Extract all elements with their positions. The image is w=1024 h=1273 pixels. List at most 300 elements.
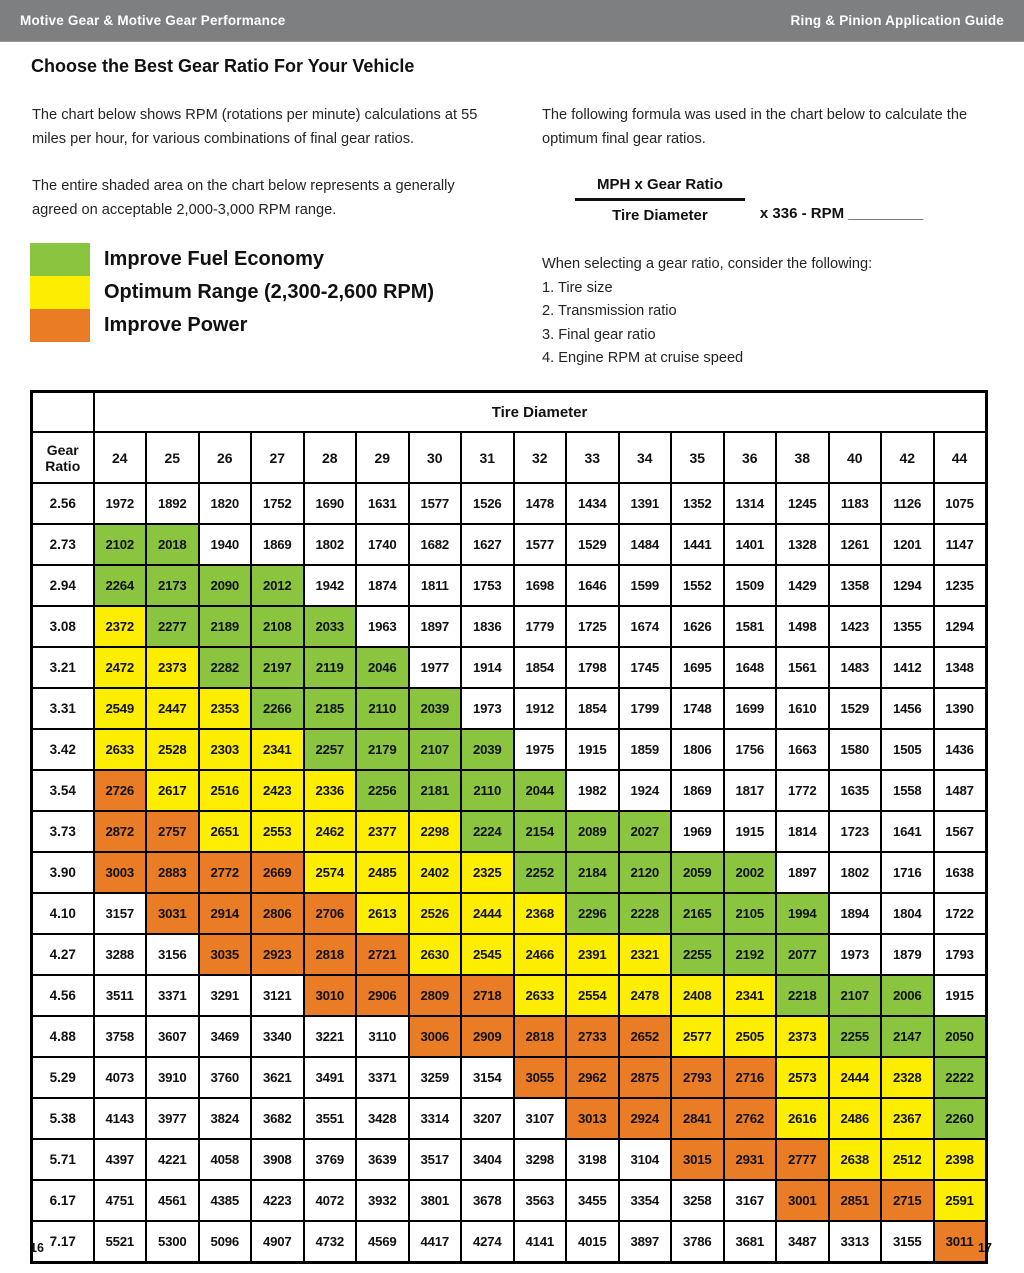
rpm-cell: 3404 — [461, 1139, 514, 1180]
page-title: Choose the Best Gear Ratio For Your Vehicle — [31, 56, 415, 76]
rpm-cell: 4751 — [94, 1180, 147, 1221]
rpm-cell: 3156 — [146, 934, 199, 975]
rpm-cell: 2466 — [514, 934, 567, 975]
rpm-cell: 2197 — [251, 647, 304, 688]
rpm-cell: 1577 — [514, 524, 567, 565]
rpm-cell: 3035 — [199, 934, 252, 975]
rpm-cell: 2733 — [566, 1016, 619, 1057]
table-row — [32, 647, 987, 688]
rpm-cell: 1854 — [514, 647, 567, 688]
rpm-cell: 4143 — [94, 1098, 147, 1139]
rpm-cell: 2255 — [671, 934, 724, 975]
rpm-cell: 2039 — [409, 688, 462, 729]
formula-intro-paragraph: The following formula was used in the chart below to calculate the optimum final gear ratios. — [542, 107, 968, 147]
table-row — [32, 524, 987, 565]
rpm-cell: 2478 — [619, 975, 672, 1016]
rpm-cell: 1722 — [934, 893, 987, 934]
rpm-cell: 3198 — [566, 1139, 619, 1180]
rpm-cell: 2398 — [934, 1139, 987, 1180]
gear-ratio-cell: 7.17 — [32, 1221, 94, 1263]
rpm-cell: 1942 — [304, 565, 357, 606]
rpm-cell: 1294 — [934, 606, 987, 647]
formula-fraction — [575, 176, 745, 224]
rpm-cell: 2165 — [671, 893, 724, 934]
rpm-cell: 2924 — [619, 1098, 672, 1139]
rpm-cell: 2218 — [776, 975, 829, 1016]
rpm-cell: 2777 — [776, 1139, 829, 1180]
page-number-left: 16 — [30, 1241, 44, 1255]
rpm-cell: 1793 — [934, 934, 987, 975]
rpm-cell: 2718 — [461, 975, 514, 1016]
rpm-cell: 1201 — [881, 524, 934, 565]
rpm-cell: 2154 — [514, 811, 567, 852]
rpm-cell: 2528 — [146, 729, 199, 770]
rpm-cell: 2726 — [94, 770, 147, 811]
rpm-cell: 1914 — [461, 647, 514, 688]
rpm-cell: 5300 — [146, 1221, 199, 1263]
rpm-cell: 1314 — [724, 483, 777, 524]
consideration-item: 3. Final gear ratio — [542, 326, 656, 343]
rpm-cell: 1358 — [829, 565, 882, 606]
rpm-cell: 3055 — [514, 1057, 567, 1098]
rpm-cell: 3678 — [461, 1180, 514, 1221]
rpm-cell: 3491 — [304, 1057, 357, 1098]
rpm-cell: 1674 — [619, 606, 672, 647]
rpm-table — [30, 390, 988, 1264]
rpm-cell: 2652 — [619, 1016, 672, 1057]
rpm-cell: 3010 — [304, 975, 357, 1016]
rpm-cell: 3155 — [881, 1221, 934, 1263]
rpm-cell: 3932 — [356, 1180, 409, 1221]
rpm-cell: 2485 — [356, 852, 409, 893]
gear-ratio-cell: 2.94 — [32, 565, 94, 606]
rpm-cell: 3107 — [514, 1098, 567, 1139]
rpm-cell: 3681 — [724, 1221, 777, 1263]
rpm-cell: 1648 — [724, 647, 777, 688]
rpm-cell: 1690 — [304, 483, 357, 524]
rpm-cell: 2107 — [829, 975, 882, 1016]
rpm-cell: 2002 — [724, 852, 777, 893]
rpm-cell: 2545 — [461, 934, 514, 975]
tire-size-header: 28 — [304, 432, 357, 483]
legend — [30, 243, 434, 342]
rpm-cell: 2651 — [199, 811, 252, 852]
rpm-cell: 1627 — [461, 524, 514, 565]
rpm-cell: 2119 — [304, 647, 357, 688]
rpm-cell: 3003 — [94, 852, 147, 893]
rpm-cell: 1745 — [619, 647, 672, 688]
rpm-cell: 3011 — [934, 1221, 987, 1263]
formula-numerator: MPH x Gear Ratio — [575, 176, 745, 201]
rpm-cell: 1854 — [566, 688, 619, 729]
rpm-cell: 2059 — [671, 852, 724, 893]
rpm-cell: 3313 — [829, 1221, 882, 1263]
rpm-cell: 2179 — [356, 729, 409, 770]
tire-size-header: 42 — [881, 432, 934, 483]
rpm-cell: 2818 — [304, 934, 357, 975]
rpm-cell: 2367 — [881, 1098, 934, 1139]
rpm-cell: 1804 — [881, 893, 934, 934]
rpm-cell: 2255 — [829, 1016, 882, 1057]
rpm-cell: 1814 — [776, 811, 829, 852]
rpm-cell: 2875 — [619, 1057, 672, 1098]
rpm-cell: 3910 — [146, 1057, 199, 1098]
rpm-cell: 5096 — [199, 1221, 252, 1263]
rpm-cell: 1626 — [671, 606, 724, 647]
consideration-item: 1. Tire size — [542, 279, 613, 296]
rpm-cell: 2716 — [724, 1057, 777, 1098]
rpm-cell: 2107 — [409, 729, 462, 770]
rpm-cell: 1484 — [619, 524, 672, 565]
header-right-title: Ring & Pinion Application Guide — [790, 13, 1004, 28]
rpm-cell: 2108 — [251, 606, 304, 647]
table-row — [32, 852, 987, 893]
rpm-cell: 1753 — [461, 565, 514, 606]
rpm-cell: 1716 — [881, 852, 934, 893]
rpm-cell: 4397 — [94, 1139, 147, 1180]
gear-ratio-cell: 3.08 — [32, 606, 94, 647]
rpm-cell: 2516 — [199, 770, 252, 811]
rpm-cell: 2222 — [934, 1057, 987, 1098]
rpm-cell: 3154 — [461, 1057, 514, 1098]
rpm-cell: 1498 — [776, 606, 829, 647]
rpm-cell: 1811 — [409, 565, 462, 606]
rpm-cell: 2372 — [94, 606, 147, 647]
rpm-cell: 1802 — [304, 524, 357, 565]
rpm-cell: 2806 — [251, 893, 304, 934]
legend-label: Improve Fuel Economy — [104, 248, 325, 270]
rpm-cell: 2772 — [199, 852, 252, 893]
rpm-cell: 1126 — [881, 483, 934, 524]
rpm-cell: 1725 — [566, 606, 619, 647]
rpm-cell: 1441 — [671, 524, 724, 565]
rpm-cell: 1695 — [671, 647, 724, 688]
table-row — [32, 483, 987, 524]
rpm-cell: 1529 — [566, 524, 619, 565]
rpm-cell: 2266 — [251, 688, 304, 729]
rpm-cell: 2341 — [724, 975, 777, 1016]
rpm-cell: 2444 — [829, 1057, 882, 1098]
legend-color-swatch — [30, 243, 90, 276]
tire-size-header: 26 — [199, 432, 252, 483]
rpm-cell: 2841 — [671, 1098, 724, 1139]
rpm-cell: 1509 — [724, 565, 777, 606]
legend-label: Optimum Range (2,300-2,600 RPM) — [104, 281, 435, 303]
rpm-cell: 1869 — [251, 524, 304, 565]
rpm-cell: 1391 — [619, 483, 672, 524]
rpm-cell: 3455 — [566, 1180, 619, 1221]
gear-ratio-cell: 3.73 — [32, 811, 94, 852]
rpm-cell: 3354 — [619, 1180, 672, 1221]
rpm-cell: 2793 — [671, 1057, 724, 1098]
rpm-cell: 3110 — [356, 1016, 409, 1057]
rpm-cell: 1802 — [829, 852, 882, 893]
rpm-cell: 4141 — [514, 1221, 567, 1263]
rpm-cell: 4073 — [94, 1057, 147, 1098]
rpm-cell: 1869 — [671, 770, 724, 811]
rpm-cell: 2616 — [776, 1098, 829, 1139]
rpm-cell: 2512 — [881, 1139, 934, 1180]
intro-paragraph-1: The chart below shows RPM (rotations per minute) calculations at 55 miles per hour, for various combinations of final gear ratios. — [32, 107, 478, 147]
rpm-cell: 3221 — [304, 1016, 357, 1057]
rpm-cell: 3563 — [514, 1180, 567, 1221]
rpm-cell: 4274 — [461, 1221, 514, 1263]
rpm-cell: 2192 — [724, 934, 777, 975]
rpm-cell: 2373 — [776, 1016, 829, 1057]
rpm-cell: 1969 — [671, 811, 724, 852]
rpm-cell: 2050 — [934, 1016, 987, 1057]
gear-ratio-cell: 5.38 — [32, 1098, 94, 1139]
rpm-cell: 2447 — [146, 688, 199, 729]
rpm-cell: 3621 — [251, 1057, 304, 1098]
rpm-cell: 2923 — [251, 934, 304, 975]
rpm-cell: 1580 — [829, 729, 882, 770]
rpm-cell: 1748 — [671, 688, 724, 729]
rpm-cell: 1235 — [934, 565, 987, 606]
rpm-cell: 3487 — [776, 1221, 829, 1263]
rpm-cell: 2089 — [566, 811, 619, 852]
rpm-cell: 5521 — [94, 1221, 147, 1263]
table-row — [32, 1139, 987, 1180]
rpm-cell: 1779 — [514, 606, 567, 647]
rpm-cell: 2018 — [146, 524, 199, 565]
rpm-cell: 2408 — [671, 975, 724, 1016]
rpm-cell: 3371 — [146, 975, 199, 1016]
gear-ratio-cell: 2.73 — [32, 524, 94, 565]
rpm-cell: 2006 — [881, 975, 934, 1016]
rpm-cell: 2638 — [829, 1139, 882, 1180]
gear-ratio-cell: 3.21 — [32, 647, 94, 688]
tire-size-header: 40 — [829, 432, 882, 483]
rpm-cell: 1836 — [461, 606, 514, 647]
rpm-cell: 1487 — [934, 770, 987, 811]
rpm-cell: 2298 — [409, 811, 462, 852]
rpm-cell: 1915 — [934, 975, 987, 1016]
rpm-cell: 2336 — [304, 770, 357, 811]
rpm-cell: 3469 — [199, 1016, 252, 1057]
rpm-cell: 1577 — [409, 483, 462, 524]
rpm-cell: 1558 — [881, 770, 934, 811]
consideration-item: 2. Transmission ratio — [542, 303, 677, 319]
legend-color-swatch — [30, 309, 90, 342]
rpm-cell: 4072 — [304, 1180, 357, 1221]
rpm-cell: 2553 — [251, 811, 304, 852]
rpm-cell: 1328 — [776, 524, 829, 565]
rpm-cell: 1972 — [94, 483, 147, 524]
rpm-cell: 2577 — [671, 1016, 724, 1057]
rpm-cell: 1412 — [881, 647, 934, 688]
rpm-cell: 2613 — [356, 893, 409, 934]
rpm-cell: 1740 — [356, 524, 409, 565]
rpm-cell: 1429 — [776, 565, 829, 606]
rpm-cell: 2325 — [461, 852, 514, 893]
gear-ratio-cell: 4.88 — [32, 1016, 94, 1057]
considerations-list — [542, 277, 872, 371]
rpm-cell: 2120 — [619, 852, 672, 893]
rpm-cell: 1756 — [724, 729, 777, 770]
rpm-cell: 1147 — [934, 524, 987, 565]
table-row — [32, 811, 987, 852]
rpm-cell: 2228 — [619, 893, 672, 934]
rpm-cell: 4221 — [146, 1139, 199, 1180]
rpm-table-body — [32, 483, 987, 1263]
rpm-cell: 2486 — [829, 1098, 882, 1139]
rpm-cell: 2554 — [566, 975, 619, 1016]
rpm-cell: 2444 — [461, 893, 514, 934]
rpm-cell: 2185 — [304, 688, 357, 729]
tire-size-header: 38 — [776, 432, 829, 483]
rpm-cell: 2757 — [146, 811, 199, 852]
rpm-cell: 2669 — [251, 852, 304, 893]
rpm-cell: 2373 — [146, 647, 199, 688]
rpm-cell: 1799 — [619, 688, 672, 729]
considerations-title: When selecting a gear ratio, consider the following: — [542, 256, 873, 272]
rpm-cell: 3207 — [461, 1098, 514, 1139]
rpm-cell: 1423 — [829, 606, 882, 647]
rpm-cell: 1483 — [829, 647, 882, 688]
tire-size-header: 35 — [671, 432, 724, 483]
rpm-cell: 2706 — [304, 893, 357, 934]
tire-size-header: 27 — [251, 432, 304, 483]
rpm-cell: 2402 — [409, 852, 462, 893]
rpm-cell: 1436 — [934, 729, 987, 770]
rpm-cell: 4569 — [356, 1221, 409, 1263]
rpm-cell: 1806 — [671, 729, 724, 770]
rpm-cell: 3006 — [409, 1016, 462, 1057]
rpm-cell: 3104 — [619, 1139, 672, 1180]
rpm-cell: 2090 — [199, 565, 252, 606]
rpm-cell: 1879 — [881, 934, 934, 975]
tire-size-header: 31 — [461, 432, 514, 483]
rpm-cell: 2906 — [356, 975, 409, 1016]
rpm-cell: 2110 — [461, 770, 514, 811]
rpm-cell: 1526 — [461, 483, 514, 524]
rpm-cell: 1752 — [251, 483, 304, 524]
rpm-cell: 1352 — [671, 483, 724, 524]
rpm-cell: 1529 — [829, 688, 882, 729]
rpm-cell: 3015 — [671, 1139, 724, 1180]
gear-ratio-cell: 4.10 — [32, 893, 94, 934]
table-row — [32, 893, 987, 934]
tire-size-header-row — [32, 432, 987, 483]
rpm-cell: 2077 — [776, 934, 829, 975]
tire-diameter-header: Tire Diameter — [94, 392, 987, 433]
page-number-right: 17 — [978, 1241, 992, 1255]
rpm-cell: 2574 — [304, 852, 357, 893]
rpm-cell: 3288 — [94, 934, 147, 975]
corner-empty-cell — [32, 392, 94, 433]
rpm-cell: 1798 — [566, 647, 619, 688]
rpm-cell: 1892 — [146, 483, 199, 524]
rpm-cell: 1897 — [776, 852, 829, 893]
tire-size-header: 29 — [356, 432, 409, 483]
rpm-cell: 3001 — [776, 1180, 829, 1221]
rpm-cell: 1940 — [199, 524, 252, 565]
rpm-cell: 2110 — [356, 688, 409, 729]
table-header-row-span — [32, 392, 987, 433]
rpm-cell: 1820 — [199, 483, 252, 524]
legend-color-swatch — [30, 276, 90, 309]
rpm-cell: 4015 — [566, 1221, 619, 1263]
legend-item — [30, 276, 434, 309]
rpm-cell: 3298 — [514, 1139, 567, 1180]
rpm-cell: 2173 — [146, 565, 199, 606]
rpm-cell: 1478 — [514, 483, 567, 524]
rpm-cell: 2573 — [776, 1057, 829, 1098]
rpm-cell: 1859 — [619, 729, 672, 770]
rpm-cell: 3258 — [671, 1180, 724, 1221]
rpm-cell: 2715 — [881, 1180, 934, 1221]
table-row — [32, 606, 987, 647]
rpm-cell: 2012 — [251, 565, 304, 606]
rpm-cell: 2851 — [829, 1180, 882, 1221]
rpm-cell: 1631 — [356, 483, 409, 524]
rpm-cell: 2046 — [356, 647, 409, 688]
rpm-cell: 2147 — [881, 1016, 934, 1057]
rpm-cell: 3801 — [409, 1180, 462, 1221]
rpm-cell: 1505 — [881, 729, 934, 770]
rpm-cell: 2909 — [461, 1016, 514, 1057]
rpm-cell: 2027 — [619, 811, 672, 852]
rpm-cell: 3314 — [409, 1098, 462, 1139]
rpm-cell: 3682 — [251, 1098, 304, 1139]
rpm-cell: 3760 — [199, 1057, 252, 1098]
rpm-cell: 1610 — [776, 688, 829, 729]
rpm-cell: 1638 — [934, 852, 987, 893]
rpm-cell: 4561 — [146, 1180, 199, 1221]
rpm-cell: 1552 — [671, 565, 724, 606]
rpm-cell: 4058 — [199, 1139, 252, 1180]
rpm-cell: 3551 — [304, 1098, 357, 1139]
rpm-cell: 2914 — [199, 893, 252, 934]
rpm-cell: 1245 — [776, 483, 829, 524]
rpm-cell: 3517 — [409, 1139, 462, 1180]
rpm-cell: 2721 — [356, 934, 409, 975]
rpm-cell: 2872 — [94, 811, 147, 852]
rpm-cell: 2321 — [619, 934, 672, 975]
rpm-cell: 2257 — [304, 729, 357, 770]
rpm-cell: 2931 — [724, 1139, 777, 1180]
rpm-cell: 1646 — [566, 565, 619, 606]
rpm-cell: 2282 — [199, 647, 252, 688]
rpm-cell: 1699 — [724, 688, 777, 729]
rpm-cell: 1982 — [566, 770, 619, 811]
rpm-cell: 1924 — [619, 770, 672, 811]
rpm-cell: 1912 — [514, 688, 567, 729]
table-row — [32, 565, 987, 606]
table-row — [32, 975, 987, 1016]
rpm-cell: 2818 — [514, 1016, 567, 1057]
rpm-cell: 2391 — [566, 934, 619, 975]
rpm-cell: 3639 — [356, 1139, 409, 1180]
rpm-cell: 1581 — [724, 606, 777, 647]
rpm-cell: 1599 — [619, 565, 672, 606]
formula-denominator: Tire Diameter — [612, 207, 708, 224]
rpm-cell: 1698 — [514, 565, 567, 606]
tire-size-header: 33 — [566, 432, 619, 483]
rpm-cell: 1894 — [829, 893, 882, 934]
rpm-cell: 2039 — [461, 729, 514, 770]
header-left-title: Motive Gear & Motive Gear Performance — [20, 13, 286, 28]
rpm-cell: 2423 — [251, 770, 304, 811]
intro-paragraph-2: The entire shaded area on the chart below represents a generally agreed on acceptable 2,000-3,000 RPM range. — [32, 178, 455, 218]
rpm-cell: 2462 — [304, 811, 357, 852]
rpm-cell: 1456 — [881, 688, 934, 729]
table-row — [32, 1016, 987, 1057]
rpm-cell: 1641 — [881, 811, 934, 852]
gear-ratio-cell: 5.29 — [32, 1057, 94, 1098]
rpm-cell: 4732 — [304, 1221, 357, 1263]
